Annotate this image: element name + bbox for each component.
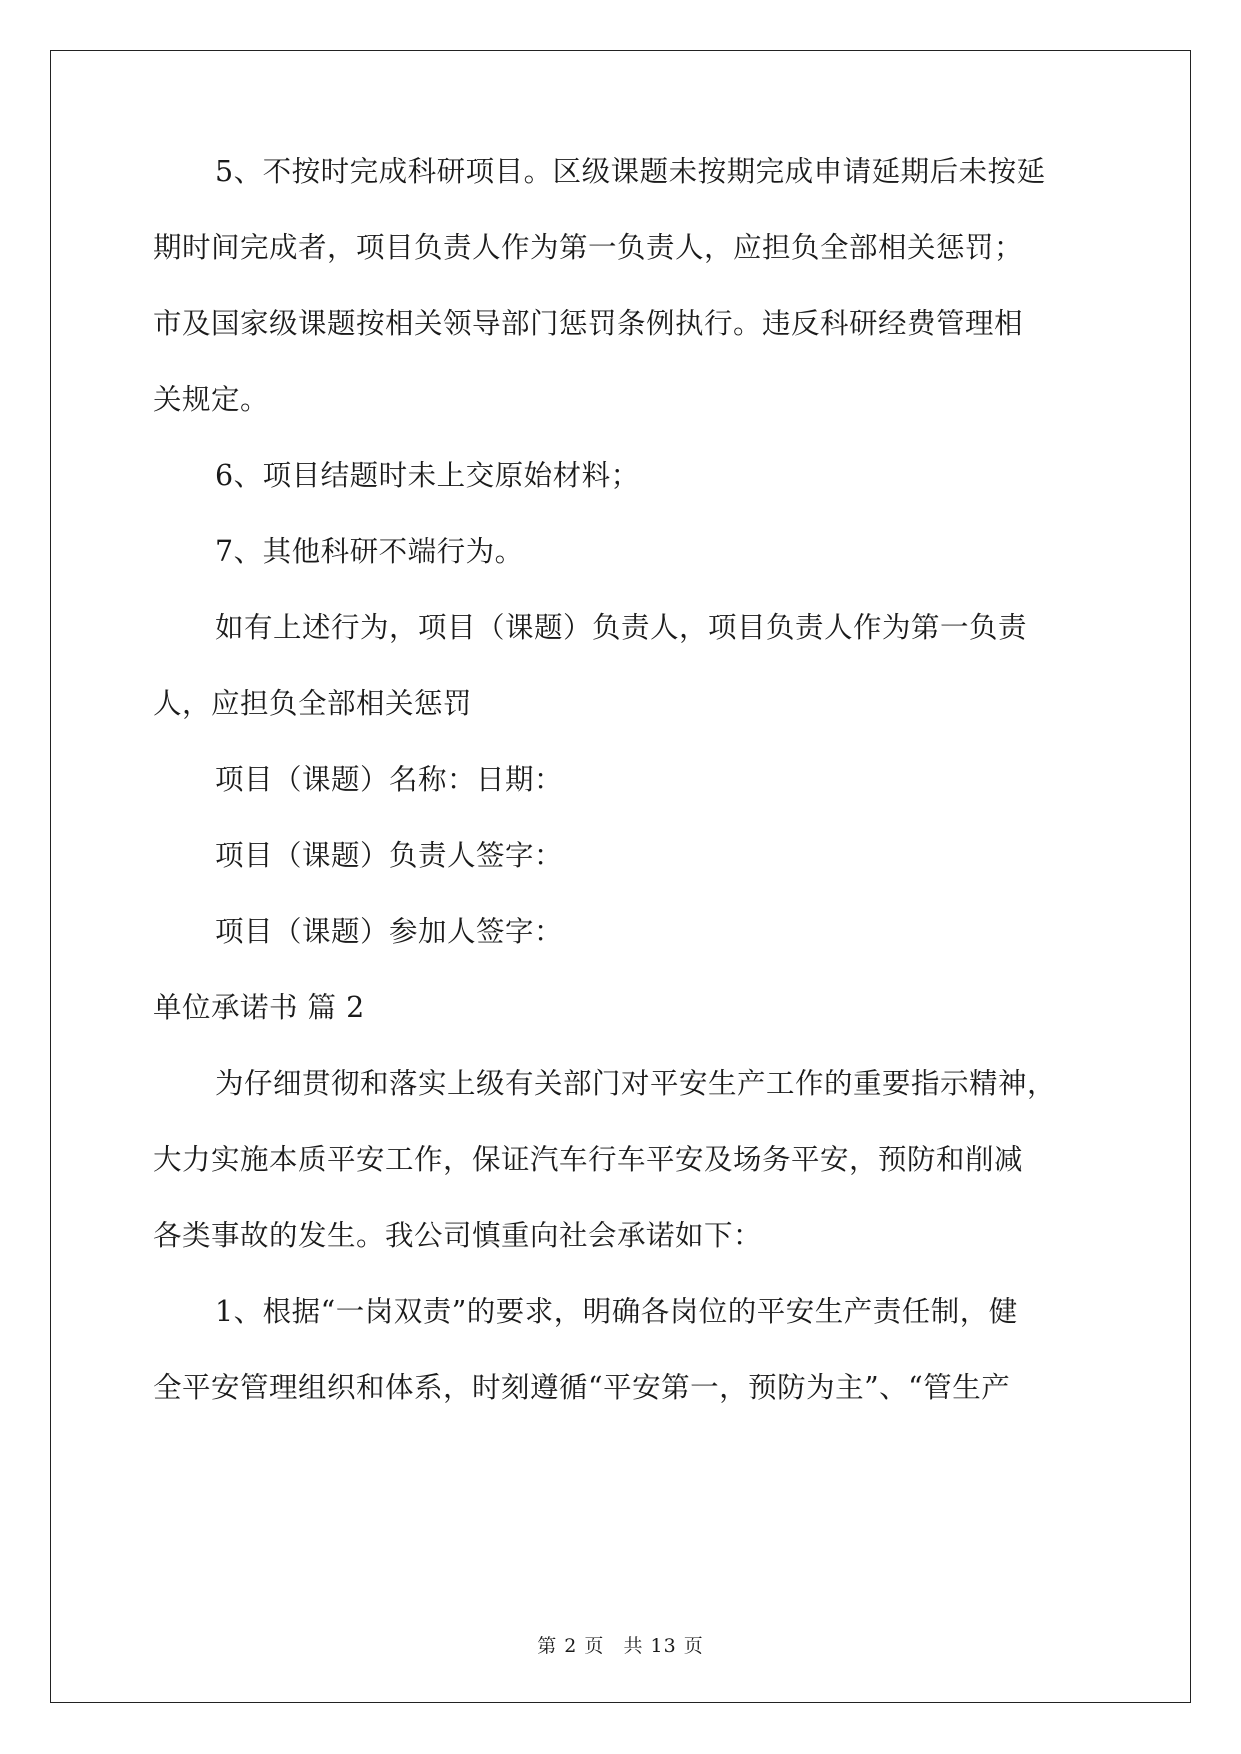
paragraph-line: 期时间完成者，项目负责人作为第一负责人，应担负全部相关惩罚；	[153, 231, 1024, 264]
paragraph-line: 市及国家级课题按相关领导部门惩罚条例执行。违反科研经费管理相	[153, 307, 1024, 340]
total-pages: 共 13 页	[623, 1635, 704, 1657]
section-heading: 单位承诺书 篇 2	[153, 991, 365, 1024]
paragraph-line: 大力实施本质平安工作，保证汽车行车平安及场务平安，预防和削减	[153, 1143, 1024, 1176]
paragraph-line: 1、根据“一岗双责”的要求，明确各岗位的平安生产责任制，健	[215, 1295, 1018, 1328]
form-field-line: 项目（课题）参加人签字：	[215, 915, 564, 948]
paragraph-line: 6、项目结题时未上交原始材料；	[215, 459, 640, 492]
page-border	[50, 50, 1191, 1703]
paragraph-line: 关规定。	[153, 383, 270, 416]
paragraph-line: 如有上述行为，项目（课题）负责人，项目负责人作为第一负责	[215, 611, 1028, 644]
form-field-line: 项目（课题）名称：日期：	[215, 763, 564, 796]
paragraph-line: 各类事故的发生。我公司慎重向社会承诺如下：	[153, 1219, 763, 1252]
page-number: 第 2 页	[537, 1635, 605, 1657]
paragraph-line: 全平安管理组织和体系，时刻遵循“平安第一，预防为主”、“管生产	[153, 1371, 1011, 1404]
page-footer	[0, 1634, 1241, 1658]
paragraph-line: 7、其他科研不端行为。	[215, 535, 524, 568]
paragraph-line: 人，应担负全部相关惩罚	[153, 687, 473, 720]
form-field-line: 项目（课题）负责人签字：	[215, 839, 564, 872]
paragraph-line: 为仔细贯彻和落实上级有关部门对平安生产工作的重要指示精神，	[215, 1067, 1057, 1100]
paragraph-line: 5、不按时完成科研项目。区级课题未按期完成申请延期后未按延	[215, 155, 1046, 188]
